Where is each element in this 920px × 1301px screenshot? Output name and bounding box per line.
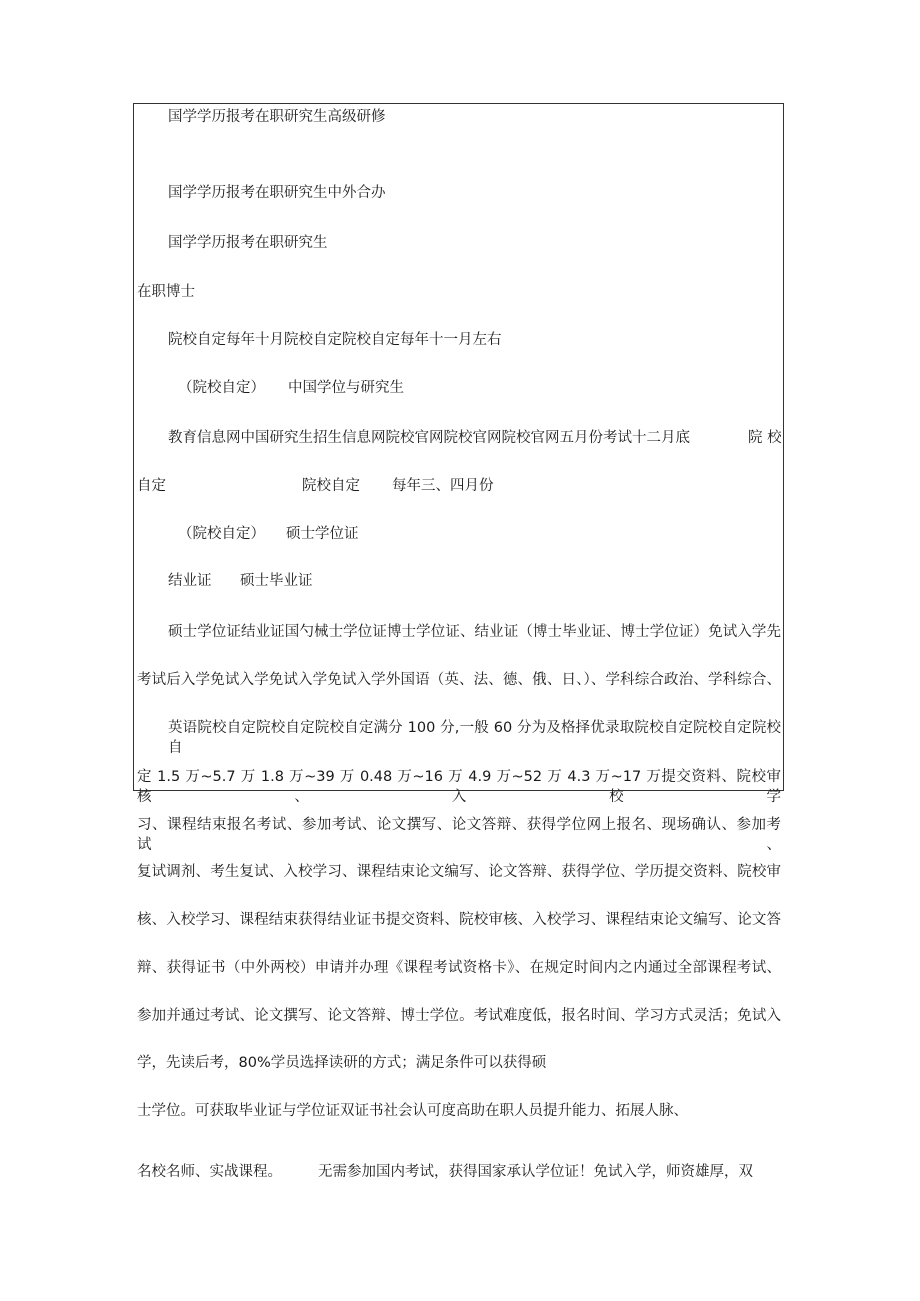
line-2: 国学学历报考在职研究生中外合办	[168, 185, 386, 201]
line-9a: （院校自定）	[178, 526, 265, 542]
line-15: 习、课程结束报名考试、参加考试、论文撰写、论文答辩、获得学位网上报名、现场确认、参加考试、	[137, 817, 781, 853]
line-18: 辩、获得证书（中外两校）申请并办理《课程考试资格卡》、在规定时间内之内通过全部课程考试、	[137, 960, 781, 976]
line-7b: 院 校	[748, 430, 782, 446]
line-21: 士学位。可获取毕业证与学位证双证书社会认可度高助在职人员提升能力、拓展人脉、	[137, 1103, 688, 1119]
line-8c: 每年三、四月份	[392, 478, 494, 494]
line-3: 国学学历报考在职研究生	[168, 235, 328, 251]
line-22b: 无需参加国内考试，获得国家承认学位证！免试入学，师资雄厚，双	[318, 1164, 753, 1180]
line-8b: 院校自定	[302, 478, 360, 494]
line-1: 国学学历报考在职研究生高级研修	[168, 109, 386, 125]
line-4: 在职博士	[137, 284, 195, 300]
line-9b: 硕士学位证	[286, 526, 359, 542]
line-19: 参加并通过考试、论文撰写、论文答辩、博士学位。考试难度低，报名时间、学习方式灵活；免试入	[137, 1008, 781, 1024]
line-13: 英语院校自定院校自定院校自定满分 100 分,一般 60 分为及格择优录取院校自定院校自定院校自	[168, 720, 781, 756]
line-5: 院校自定每年十月院校自定院校自定每年十一月左右	[168, 332, 502, 348]
line-8a: 自定	[137, 478, 166, 494]
line-10a: 结业证	[168, 573, 212, 589]
line-20: 学，先读后考，80%学员选择读研的方式；满足条件可以获得硕	[137, 1055, 547, 1071]
line-17: 核、入校学习、课程结束获得结业证书提交资料、院校审核、入校学习、课程结束论文编写、论文答	[137, 912, 781, 928]
line-14: 定 1.5 万~5.7 万 1.8 万~39 万 0.48 万~16 万 4.9 万~52 万 4.3 万~17 万提交资料、院校审核、入校学	[137, 769, 781, 805]
line-6b: 中国学位与研究生	[288, 380, 404, 396]
line-22a: 名校名师、实战课程。	[137, 1164, 282, 1180]
line-7a: 教育信息网中国研究生招生信息网院校官网院校官网院校官网五月份考试十二月底	[168, 430, 690, 446]
line-11: 硕士学位证结业证国勺械士学位证博士学位证、结业证（博士毕业证、博士学位证）免试入学先	[168, 624, 781, 640]
line-12: 考试后入学免试入学免试入学免试入学外国语（英、法、德、俄、日、）、学科综合政治、学科综合、	[137, 672, 781, 688]
line-6a: （院校自定）	[178, 380, 265, 396]
line-16: 复试调剂、考生复试、入校学习、课程结束论文编写、论文答辩、获得学位、学历提交资料、院校审	[137, 864, 781, 880]
line-10b: 硕士毕业证	[240, 573, 313, 589]
